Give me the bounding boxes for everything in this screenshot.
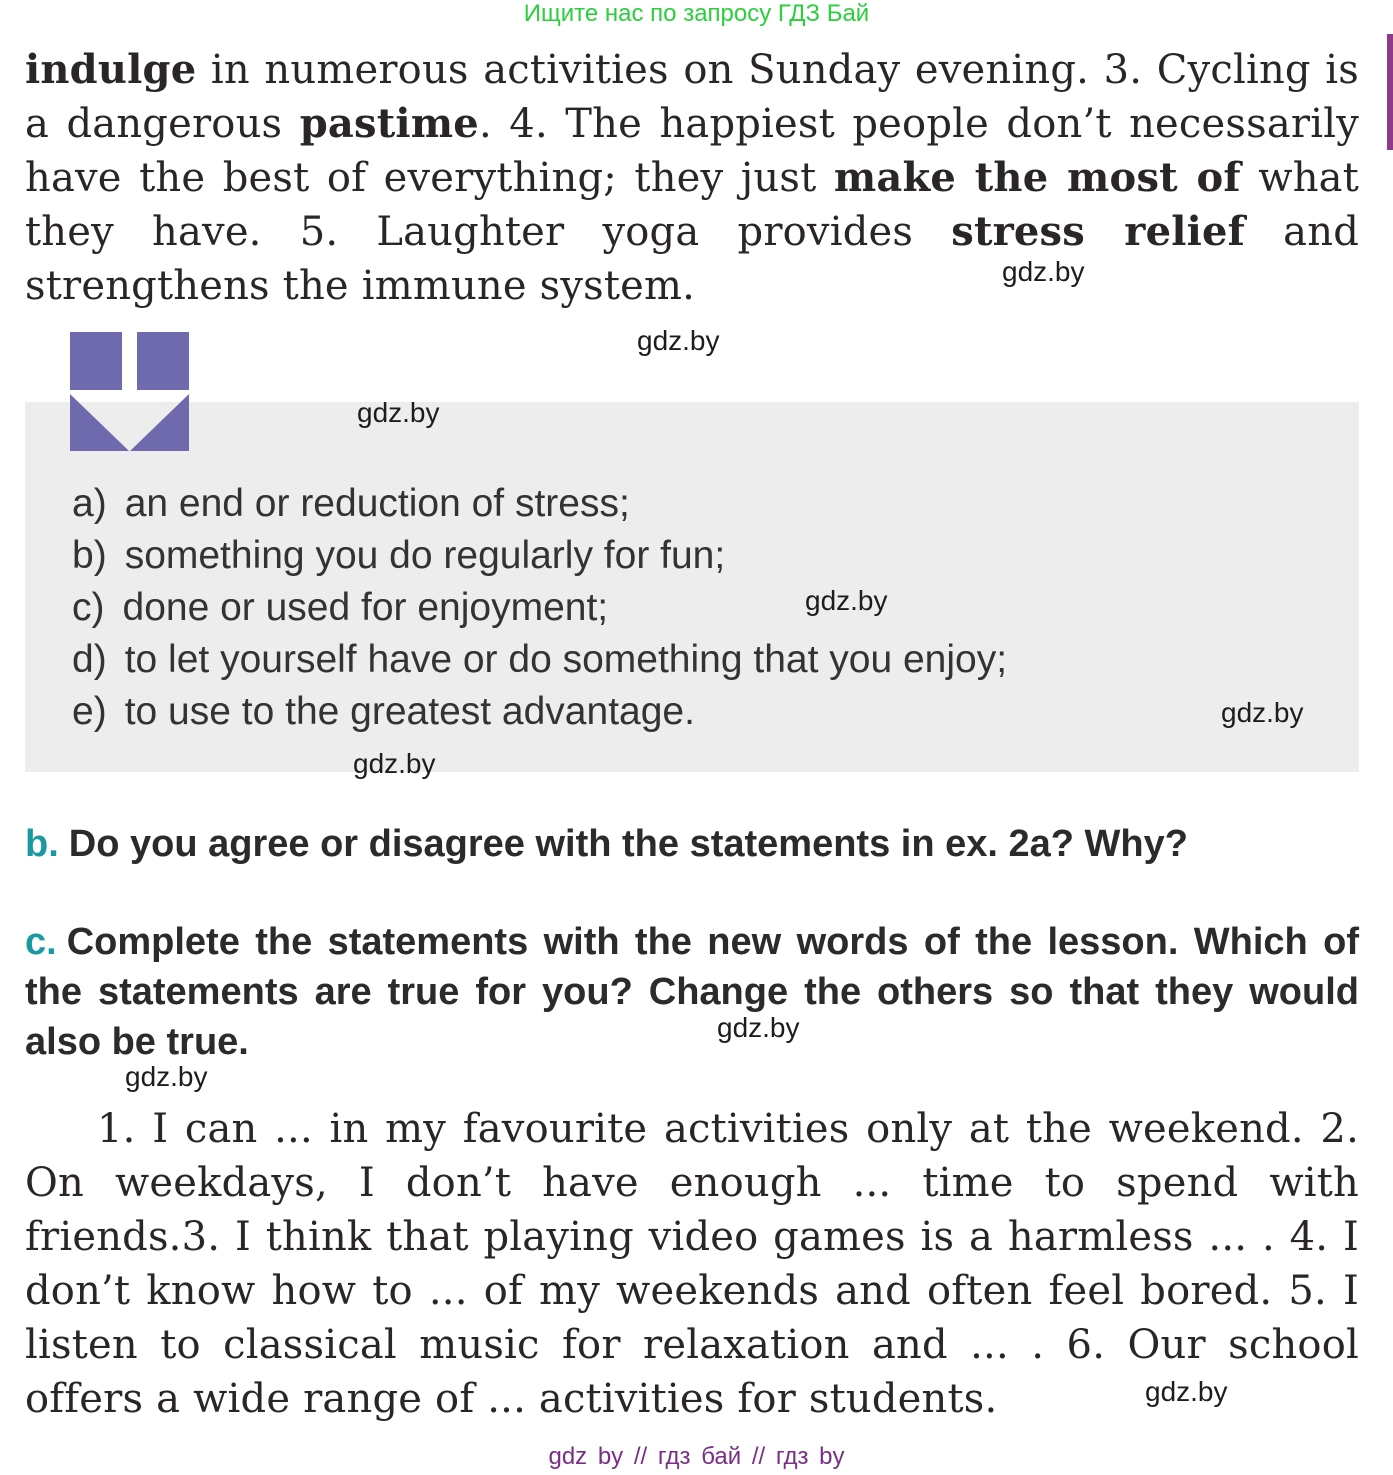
- vocabulary-word: indulge: [25, 46, 197, 93]
- watermark: gdz.by: [637, 325, 720, 356]
- watermark: gdz.by: [805, 585, 888, 616]
- paragraph-text: . 4. The happiest people don’t necessarily have the best of everything; they just: [25, 101, 1360, 201]
- exercise-paragraph-top: [25, 43, 1359, 313]
- definition-item: c) done or used for enjoyment;: [72, 586, 609, 629]
- task-letter: c.: [25, 921, 57, 963]
- arrow-down-icon: [70, 332, 189, 451]
- paragraph-text: what they have. 5. Laughter yoga provides: [25, 155, 1360, 255]
- page-edge-marker: [1387, 34, 1393, 150]
- definition-item: a) an end or reduction of stress;: [72, 482, 630, 525]
- paragraph-text: in numerous activities on Sunday evening. 3. Cycling is a dangerous: [25, 47, 1359, 147]
- task-letter: b.: [25, 823, 59, 865]
- watermark: gdz.by: [1002, 256, 1085, 287]
- watermark: gdz.by: [717, 1012, 800, 1043]
- paragraph-text: and strengthens the immune system.: [25, 209, 1359, 309]
- watermark: gdz.by: [1221, 697, 1304, 728]
- definition-item: d) to let yourself have or do something that you enjoy;: [72, 638, 1008, 681]
- watermark: gdz.by: [357, 397, 440, 428]
- vocabulary-word: stress relief: [951, 208, 1246, 255]
- definition-item: e) to use to the greatest advantage.: [72, 690, 695, 733]
- vocabulary-word: make the most of: [833, 154, 1241, 201]
- definition-item: b) something you do regularly for fun;: [72, 534, 726, 577]
- task-text: Do you agree or disagree with the statements in ex. 2a? Why?: [68, 823, 1188, 865]
- task-c: [25, 917, 1359, 1067]
- footer-links[interactable]: gdz by // гдз бай // гдз by: [548, 1443, 845, 1470]
- watermark: gdz.by: [353, 748, 436, 779]
- vocabulary-word: pastime: [299, 100, 479, 147]
- task-b: [25, 820, 1359, 868]
- task-text: Complete the statements with the new words of the lesson. Which of the statements are true for you? Change the others so that they would also be true.: [25, 921, 1359, 1063]
- exercise-paragraph-bottom: 1. I can ... in my favourite activities only at the weekend. 2. On weekdays, I don’t have enough ... time to spend with friends.3. I think that playing video games is a harmless ... . 4. I don’t know how to ... of my weekends and often feel bored. 5. I listen to classical music for relaxation and ... . 6. Our school offers a wide range of ... activities for students.: [25, 1106, 1359, 1422]
- watermark: gdz.by: [125, 1061, 208, 1092]
- watermark: gdz.by: [1145, 1376, 1228, 1407]
- top-banner[interactable]: Ищите нас по запросу ГДЗ Бай: [523, 0, 870, 27]
